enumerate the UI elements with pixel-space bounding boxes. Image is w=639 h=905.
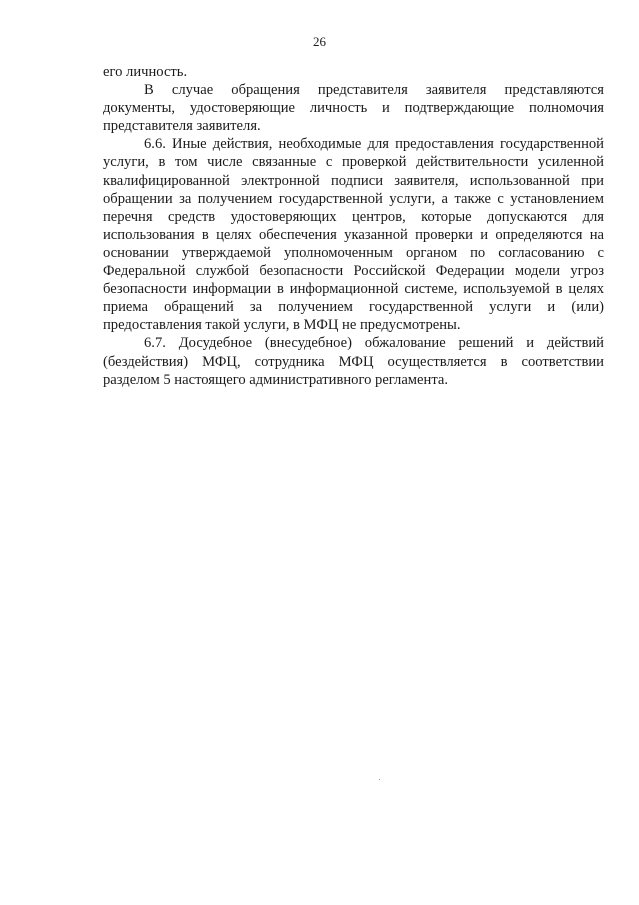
paragraph [103, 135, 604, 334]
text-line: его личность. [103, 64, 188, 80]
text-line: безопасности информации в информационной системе, используемой в целях [103, 281, 604, 298]
text-line: приема обращений за получением государственной услуги и (или) [103, 299, 604, 316]
text-line: 6.6. Иные действия, необходимые для предоставления государственной [144, 136, 604, 153]
text-line: В случае обращения представителя заявителя представляются [144, 82, 604, 99]
text-line: перечня средств удостоверяющих центров, которые допускаются для [103, 208, 604, 225]
text-line: использования в целях обеспечения указанной проверки и определяются на [103, 226, 604, 243]
page-number: 26 [313, 34, 326, 49]
text-line: услуги, в том числе связанные с проверкой действительности усиленной [103, 154, 604, 171]
paragraph [103, 63, 604, 81]
paragraph [103, 334, 604, 388]
document-body [103, 63, 604, 389]
paragraph [103, 81, 604, 135]
text-line: 6.7. Досудебное (внесудебное) обжалование решений и действий [144, 335, 604, 352]
text-line: основании утверждаемой уполномоченным органом по согласованию с [103, 244, 604, 261]
text-line: (бездействия) МФЦ, сотрудника МФЦ осуществляется в соответствии [103, 353, 604, 370]
text-line: Федеральной службой безопасности Российской Федерации модели угроз [103, 263, 604, 280]
text-line: предоставления такой услуги, в МФЦ не предусмотрены. [103, 317, 461, 334]
text-line: документы, удостоверяющие личность и подтверждающие полномочия [103, 100, 604, 117]
text-line: разделом 5 настоящего административного регламента. [103, 371, 449, 388]
scan-speck [379, 779, 380, 780]
text-line: обращении за получением государственной услуги, а также с установлением [103, 190, 604, 207]
text-line: представителя заявителя. [103, 118, 261, 135]
text-line: квалифицированной электронной подписи заявителя, использованной при [103, 172, 604, 189]
